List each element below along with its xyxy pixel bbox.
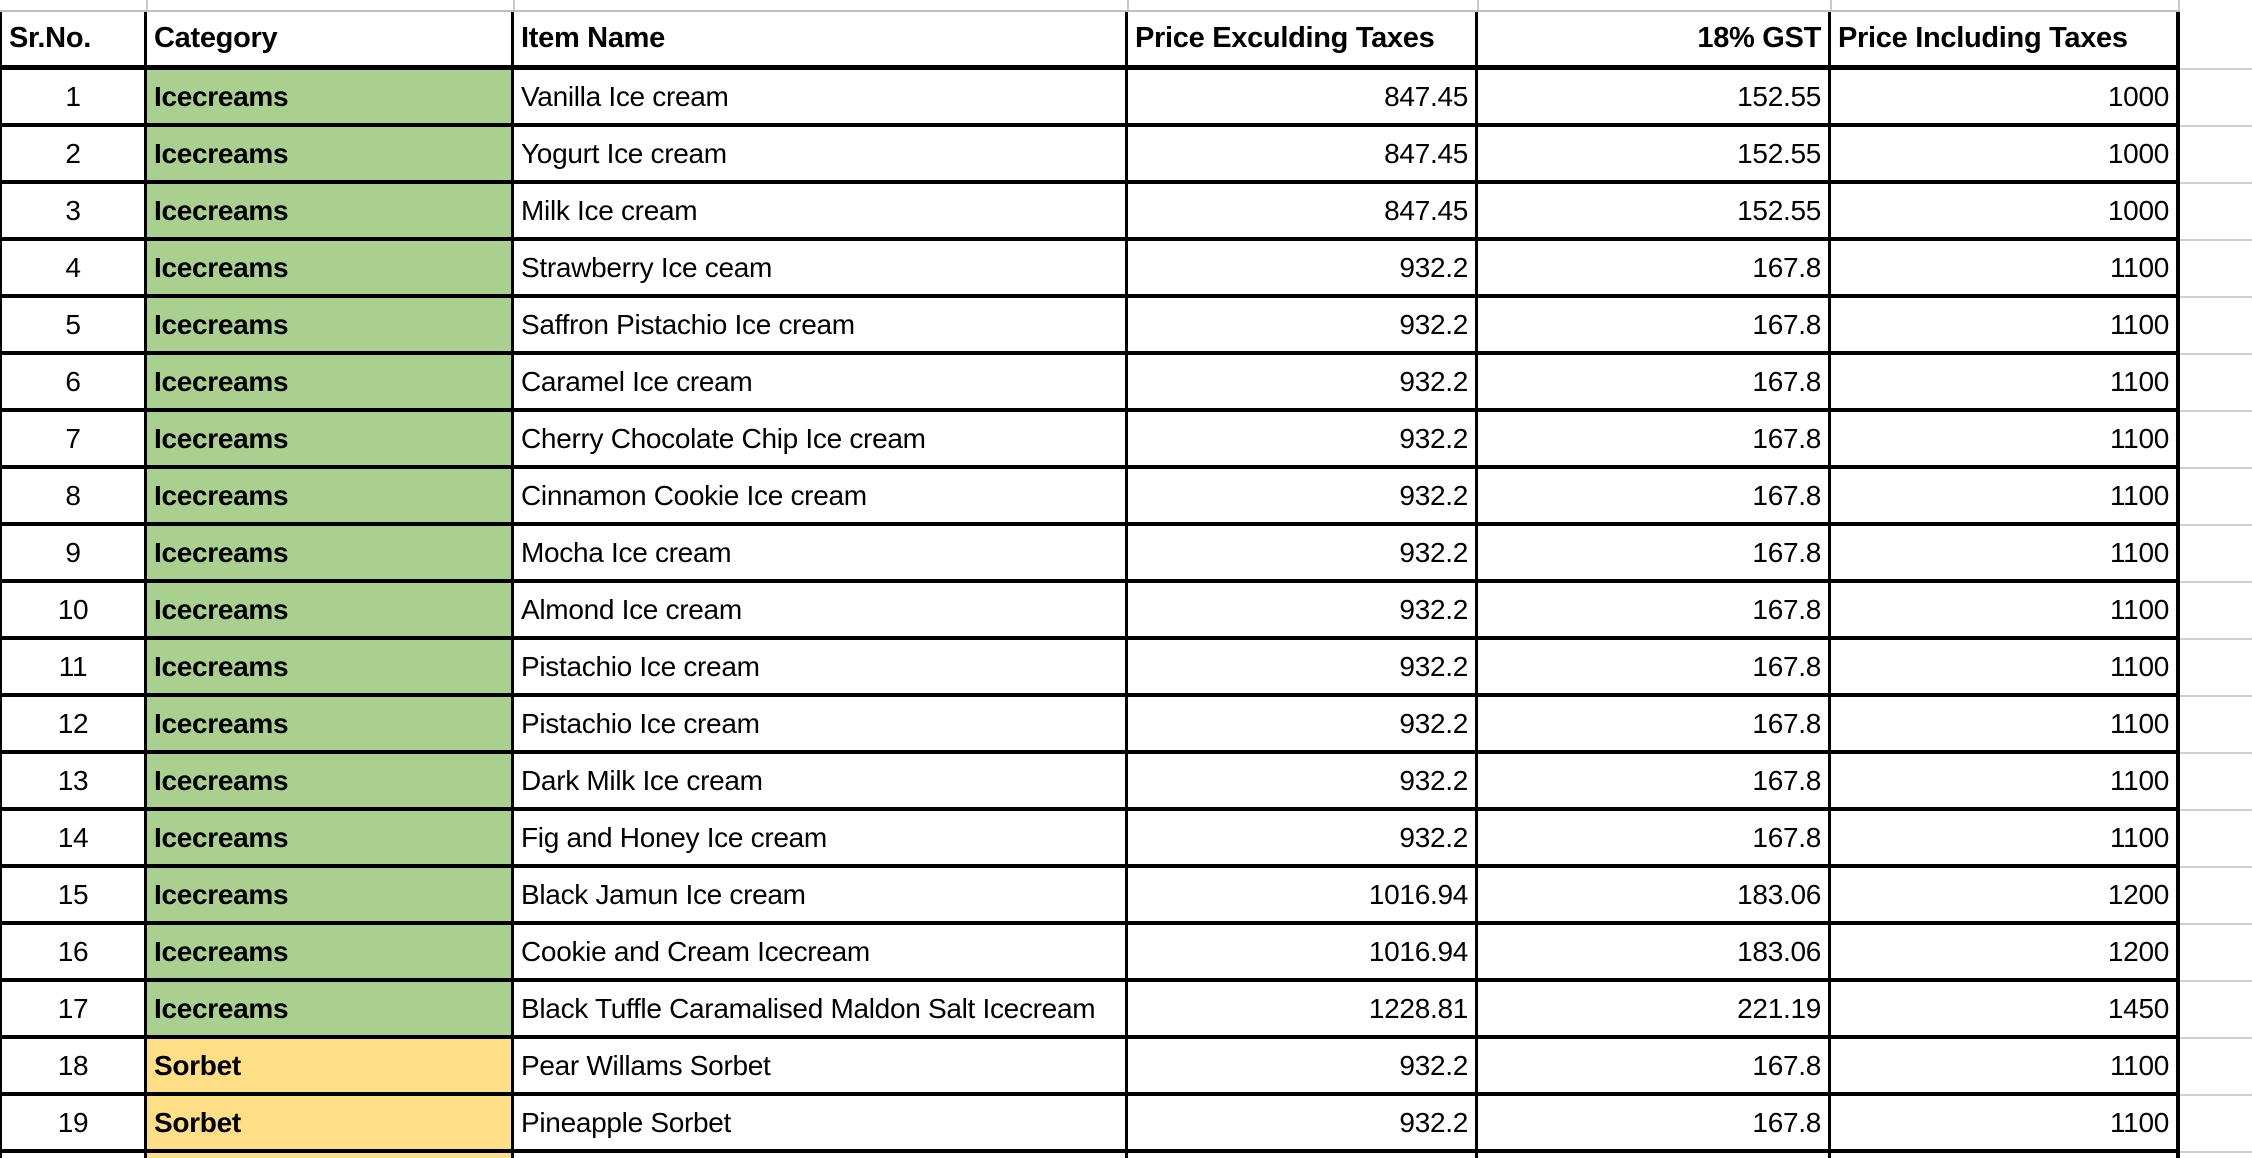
cell-price-excluding[interactable]: 932.2 [1128,241,1478,294]
gridline [2180,1037,2252,1039]
cell-price-including[interactable]: 1100 [1831,298,2180,351]
cell-srno[interactable]: 7 [0,412,147,465]
cell-item-name[interactable]: Fig and Honey Ice cream [514,811,1128,864]
gridline [2180,581,2252,583]
gridline [2180,923,2252,925]
cell-srno[interactable]: 16 [0,925,147,978]
cell-gst[interactable]: 183.06 [1478,925,1831,978]
cell-gst[interactable]: 167.8 [1478,412,1831,465]
cell-category[interactable]: Icecreams [147,70,514,123]
cell-price-including[interactable]: 1000 [1831,127,2180,180]
gridline [2180,125,2252,127]
partial-row [0,1153,2180,1158]
table-row [0,298,2180,355]
cell-category[interactable]: Icecreams [147,127,514,180]
table-row [0,70,2180,127]
table-row [0,526,2180,583]
cell-category[interactable]: Icecreams [147,241,514,294]
cell-price-including[interactable]: 1450 [1831,982,2180,1035]
cell-srno[interactable]: 17 [0,982,147,1035]
cell-item-name[interactable]: Saffron Pistachio Ice cream [514,298,1128,351]
gridline [2180,980,2252,982]
table-row [0,583,2180,640]
cell-price-including[interactable]: 1100 [1831,469,2180,522]
cell-srno[interactable]: 14 [0,811,147,864]
table-row [0,640,2180,697]
cell-price-including[interactable]: 1200 [1831,868,2180,921]
cell-gst[interactable] [1478,1153,1831,1158]
table-row [0,184,2180,241]
cell-price-including[interactable]: 1100 [1831,355,2180,408]
gridline [2180,410,2252,412]
cell-price-excluding[interactable]: 1016.94 [1128,925,1478,978]
cell-price-excluding[interactable]: 932.2 [1128,811,1478,864]
gridline [2180,68,2252,70]
cell-price-excluding[interactable]: 932.2 [1128,469,1478,522]
cell-category[interactable]: Icecreams [147,355,514,408]
cell-price-including[interactable]: 1100 [1831,1096,2180,1149]
cell-gst[interactable]: 167.8 [1478,241,1831,294]
cell-price-excluding[interactable]: 932.2 [1128,1039,1478,1092]
table-row [0,355,2180,412]
cell-price-excluding[interactable]: 1016.94 [1128,868,1478,921]
cell-price-including[interactable]: 1100 [1831,241,2180,294]
gridline [2180,524,2252,526]
cell-category[interactable]: Icecreams [147,754,514,807]
cell-item-name[interactable]: Cookie and Cream Icecream [514,925,1128,978]
cell-category[interactable]: Sorbet [147,1096,514,1149]
cell-srno[interactable]: 6 [0,355,147,408]
table-row [0,754,2180,811]
cell-price-including[interactable]: 1100 [1831,583,2180,636]
gridline [2180,182,2252,184]
cell-srno[interactable]: 3 [0,184,147,237]
cell-price-including[interactable]: 1100 [1831,1039,2180,1092]
cell-item-name[interactable]: Caramel Ice cream [514,355,1128,408]
gridline [2180,239,2252,241]
cell-gst[interactable]: 167.8 [1478,298,1831,351]
cell-price-excluding[interactable] [1128,1153,1478,1158]
table-row [0,697,2180,754]
cell-price-excluding[interactable]: 1228.81 [1128,982,1478,1035]
cell-category[interactable]: Icecreams [147,412,514,465]
cell-price-including[interactable]: 1000 [1831,184,2180,237]
column-header-category[interactable]: Category [147,12,514,65]
header-row [0,12,2180,70]
cell-item-name[interactable]: Vanilla Ice cream [514,70,1128,123]
cell-srno[interactable]: 12 [0,697,147,750]
cell-srno[interactable]: 2 [0,127,147,180]
cell-srno[interactable]: 1 [0,70,147,123]
cell-gst[interactable]: 221.19 [1478,982,1831,1035]
cell-gst[interactable]: 167.8 [1478,469,1831,522]
cell-category[interactable]: Icecreams [147,298,514,351]
cell-price-excluding[interactable]: 847.45 [1128,184,1478,237]
cell-gst[interactable]: 167.8 [1478,754,1831,807]
table-row [0,127,2180,184]
empty-column-right [2180,0,2252,1158]
cell-category[interactable]: Icecreams [147,868,514,921]
cell-price-excluding[interactable]: 932.2 [1128,298,1478,351]
gridline [513,0,515,10]
gridline [2180,296,2252,298]
gridline [2180,752,2252,754]
cell-price-excluding[interactable]: 932.2 [1128,583,1478,636]
cell-price-excluding[interactable]: 932.2 [1128,1096,1478,1149]
cell-price-excluding[interactable]: 932.2 [1128,697,1478,750]
cell-price-including[interactable] [1831,1153,2180,1158]
cell-price-excluding[interactable]: 932.2 [1128,355,1478,408]
cell-price-including[interactable]: 1100 [1831,697,2180,750]
cell-item-name[interactable]: Milk Ice cream [514,184,1128,237]
column-header-item-name[interactable]: Item Name [514,12,1128,65]
gridline [2180,866,2252,868]
cell-item-name[interactable]: Dark Milk Ice cream [514,754,1128,807]
table-row [0,1096,2180,1153]
cell-price-including[interactable]: 1000 [1831,70,2180,123]
cell-category[interactable]: Icecreams [147,184,514,237]
table-row [0,1039,2180,1096]
cell-gst[interactable]: 167.8 [1478,811,1831,864]
cell-category[interactable]: Icecreams [147,982,514,1035]
cell-srno[interactable]: 11 [0,640,147,693]
column-header-price-excluding[interactable]: Price Exculding Taxes [1128,12,1478,65]
cell-price-excluding[interactable]: 932.2 [1128,526,1478,579]
cell-item-name[interactable]: Pistachio Ice cream [514,640,1128,693]
gridline [1830,0,1832,10]
table-row [0,469,2180,526]
table-row [0,868,2180,925]
cell-price-including[interactable]: 1100 [1831,811,2180,864]
cell-category[interactable]: Icecreams [147,583,514,636]
gridline [2180,467,2252,469]
cell-gst[interactable]: 152.55 [1478,127,1831,180]
table-row [0,811,2180,868]
cell-category[interactable]: Icecreams [147,811,514,864]
gridline [2180,638,2252,640]
cell-category[interactable]: Icecreams [147,640,514,693]
gridline [2180,353,2252,355]
cell-gst[interactable]: 167.8 [1478,1039,1831,1092]
partial-row-above [0,0,2252,12]
table-row [0,412,2180,469]
cell-item-name[interactable] [514,1153,1128,1158]
gridline [2180,695,2252,697]
cell-gst[interactable]: 167.8 [1478,1096,1831,1149]
cell-srno[interactable]: 15 [0,868,147,921]
cell-category[interactable]: Sorbet [147,1039,514,1092]
table-row [0,982,2180,1039]
cell-item-name[interactable]: Pear Willams Sorbet [514,1039,1128,1092]
cell-srno[interactable]: 13 [0,754,147,807]
column-header-srno[interactable]: Sr.No. [0,12,147,65]
cell-srno[interactable] [0,1153,147,1158]
column-header-gst[interactable]: 18% GST [1478,12,1831,65]
cell-item-name[interactable]: Mocha Ice cream [514,526,1128,579]
cell-item-name[interactable]: Strawberry Ice ceam [514,241,1128,294]
cell-price-excluding[interactable]: 847.45 [1128,127,1478,180]
cell-srno[interactable]: 8 [0,469,147,522]
cell-price-including[interactable]: 1100 [1831,412,2180,465]
gridline [2180,1151,2252,1153]
cell-item-name[interactable]: Black Jamun Ice cream [514,868,1128,921]
cell-srno[interactable]: 5 [0,298,147,351]
cell-category[interactable]: Icecreams [147,469,514,522]
cell-gst[interactable]: 167.8 [1478,697,1831,750]
cell-gst[interactable]: 167.8 [1478,526,1831,579]
cell-item-name[interactable]: Cherry Chocolate Chip Ice cream [514,412,1128,465]
gridline [146,0,148,10]
gridline [2180,1094,2252,1096]
cell-gst[interactable]: 167.8 [1478,640,1831,693]
cell-price-excluding[interactable]: 932.2 [1128,412,1478,465]
table-row [0,241,2180,298]
cell-item-name[interactable]: Pistachio Ice cream [514,697,1128,750]
cell-srno[interactable]: 4 [0,241,147,294]
cell-gst[interactable]: 167.8 [1478,583,1831,636]
cell-gst[interactable]: 167.8 [1478,355,1831,408]
cell-item-name[interactable]: Almond Ice cream [514,583,1128,636]
gridline [2180,809,2252,811]
cell-price-including[interactable]: 1100 [1831,526,2180,579]
cell-item-name[interactable]: Pineapple Sorbet [514,1096,1128,1149]
column-header-price-including[interactable]: Price Including Taxes [1831,12,2180,65]
cell-gst[interactable]: 152.55 [1478,70,1831,123]
cell-gst[interactable]: 183.06 [1478,868,1831,921]
cell-srno[interactable]: 18 [0,1039,147,1092]
cell-item-name[interactable]: Black Tuffle Caramalised Maldon Salt Icecream [514,982,1128,1035]
cell-price-excluding[interactable]: 847.45 [1128,70,1478,123]
cell-price-excluding[interactable]: 932.2 [1128,640,1478,693]
partial-row-category-cell[interactable] [147,1153,514,1158]
cell-category[interactable]: Icecreams [147,697,514,750]
gridline [1127,0,1129,10]
cell-price-including[interactable]: 1100 [1831,640,2180,693]
cell-item-name[interactable]: Cinnamon Cookie Ice cream [514,469,1128,522]
cell-price-including[interactable]: 1200 [1831,925,2180,978]
cell-price-excluding[interactable]: 932.2 [1128,754,1478,807]
cell-srno[interactable]: 10 [0,583,147,636]
price-table [0,12,2180,1158]
cell-gst[interactable]: 152.55 [1478,184,1831,237]
cell-srno[interactable]: 19 [0,1096,147,1149]
cell-price-including[interactable]: 1100 [1831,754,2180,807]
table-row [0,925,2180,982]
cell-srno[interactable]: 9 [0,526,147,579]
gridline [1477,0,1479,10]
cell-item-name[interactable]: Yogurt Ice cream [514,127,1128,180]
cell-category[interactable]: Icecreams [147,925,514,978]
cell-category[interactable]: Icecreams [147,526,514,579]
